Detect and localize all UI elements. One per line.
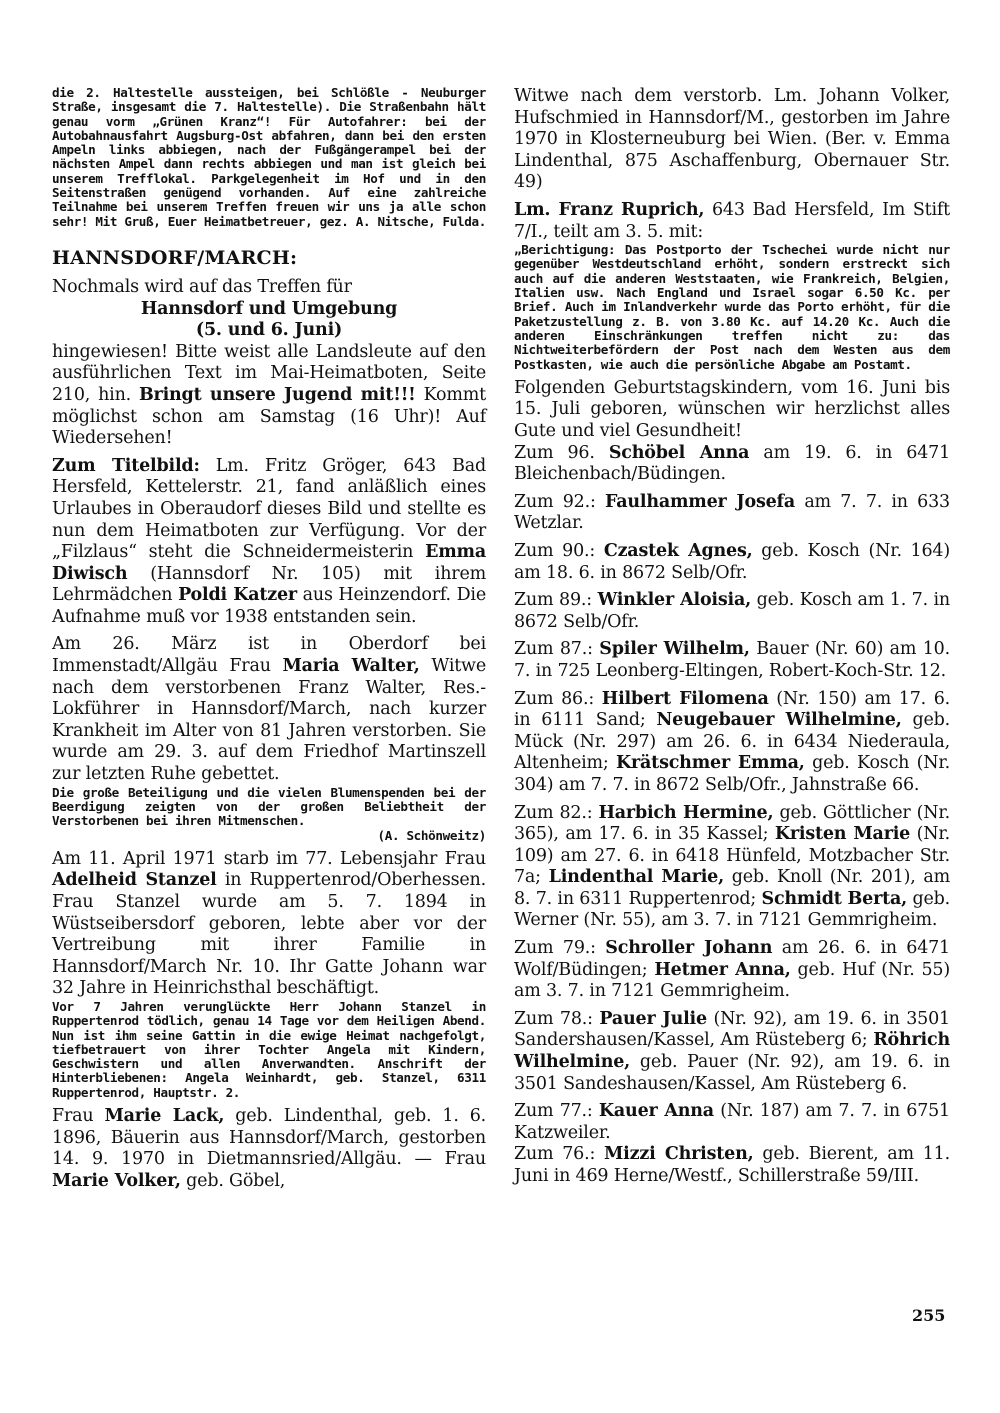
left-column bbox=[52, 86, 486, 1192]
birthday-86: Zum 86.: Hilbert Filomena (Nr. 150) am 17. 6. in 6111 Sand; Neugebauer Wilhelmine, geb. Mück (Nr. 297) am 26. 6. in 6434 Niederaula, Altenheim; Krätschmer Emma, geb. Kosch (Nr. 304) am 7. 7. in 8672 Selb/Ofr., Jahnstraße 66. bbox=[514, 688, 950, 795]
obituary-walter: Am 26. März ist in Oberdorf bei Immenstadt/Allgäu Frau Maria Walter, Witwe nach dem verstorbenen Franz Walter, Res.-Lokführer in Hannsdorf/March, nach kurzer Krankheit im Alter von 81 Jahren verstorben. Sie wurde am 29. 3. auf dem Friedhof Martinszell zur letzten Ruhe gebettet. bbox=[52, 634, 486, 785]
birthday-78: Zum 78.: Pauer Julie (Nr. 92), am 19. 6. in 3501 Sandershausen/Kassel, Am Rüsteberg 6; Röhrich Wilhelmine, geb. Pauer (Nr. 92), am 19. 6. in 3501 Sandeshausen/Kassel, Am Rüsteberg 6. bbox=[514, 1008, 950, 1094]
birthday-77: Zum 77.: Kauer Anna (Nr. 187) am 7. 7. in 6751 Katzweiler. bbox=[514, 1101, 950, 1143]
birthday-82: Zum 82.: Harbich Hermine, geb. Göttlicher (Nr. 365), am 17. 6. in 35 Kassel; Kristen Marie (Nr. 109) am 27. 6. in 6418 Hünfeld, Motzbacher Str. 7a; Lindenthal Marie, geb. Knoll (Nr. 201), am 8. 7. in 6311 Ruppertenrod; Schmidt Berta, geb. Werner (Nr. 55), am 3. 7. in 7121 Gemmrigheim. bbox=[514, 802, 950, 931]
birthday-87: Zum 87.: Spiler Wilhelm, Bauer (Nr. 60) am 10. 7. in 725 Leonberg-Eltingen, Robert-Koch-Str. 12. bbox=[514, 639, 950, 681]
directions-paragraph: die 2. Haltestelle aussteigen, bei Schlößle - Neuburger Straße, insgesamt die 7. Haltestelle). Die Straßenbahn hält genau vorm „Grünen Kranz“! Für Autofahrer: bei der Autobahnausfahrt Augsburg-Ost abfahren, dann bei den ersten Ampeln links abbiegen, nach der Fußgängerampel bei der nächsten Ampel dann rechts abbiegen und man ist gleich bei unserem Trefflokal. Parkgelegenheit im Hof und in den Seitenstraßen genügend vorhanden. Auf eine zahlreiche Teilnahme bei unserem Treffen freuen wir uns ja alle schon sehr! Mit Gruß, Euer Heimatbetreuer, gez. A. Nitsche, Fulda. bbox=[52, 85, 486, 229]
postage-correction: „Berichtigung: Das Postporto der Tschechei wurde nicht nur gegenüber Westdeutschland erhöht, sondern erstreckt sich auch auf die anderen Weststaaten, wie Frankreich, Belgien, Italien usw. Nach England und Israel sogar 6.50 Kc. per Brief. Auch im Inlandverkehr wurde das Porto erhöht, für die Paketzustellung z. B. von 3.80 Kc. auf 14.20 Kc. Auch die anderen Einschränkungen treffen nicht zu: das Nichtweiterbefördern der Post nach dem Westen aus dem Postkasten, wie auch die persönliche Abgabe am Postamt. bbox=[514, 242, 950, 372]
meeting-paragraph: hingewiesen! Bitte weist alle Landsleute auf den ausführlichen Text im Mai-Heimatboten, Seite 210, hin. Bringt unsere Jugend mit!!! Kommt möglichst schon am Samstag (16 Uhr)! Auf Wiedersehen! bbox=[52, 341, 486, 449]
birthday-79: Zum 79.: Schroller Johann am 26. 6. in 6471 Wolf/Büdingen; Hetmer Anna, geb. Huf (Nr. 55) am 3. 7. in 7121 Gemmrigheim. bbox=[514, 938, 950, 1002]
birthday-89: Zum 89.: Winkler Aloisia, geb. Kosch am 1. 7. in 8672 Selb/Ofr. bbox=[514, 590, 951, 632]
obituary-stanzel: Am 11. April 1971 starb im 77. Lebensjahr Frau Adelheid Stanzel in Ruppertenrod/Oberhessen. Frau Stanzel wurde am 5. 7. 1894 in Wüstseibersdorf geboren, lebte aber vor der Vertreibung mit ihrer Familie in Hannsdorf/March Nr. 10. Ihr Gatte Johann war 32 Jahre in Heinrichsthal beschäftigt. bbox=[52, 848, 486, 999]
birthday-96: Zum 96. Schöbel Anna am 19. 6. in 6471 Bleichenbach/Büdingen. bbox=[514, 442, 951, 485]
right-column bbox=[514, 86, 950, 1188]
section-heading: HANNSDORF/MARCH: bbox=[52, 246, 298, 269]
meeting-intro: Nochmals wird auf das Treffen für bbox=[52, 276, 352, 297]
event-title: Hannsdorf und Umgebung bbox=[140, 298, 398, 319]
event-dates: (5. und 6. Juni) bbox=[195, 320, 343, 341]
obituary-signature: (A. Schönweitz) bbox=[377, 827, 486, 843]
birthday-intro: Folgenden Geburtstagskindern, vom 16. Juni bis 15. Juli geboren, wünschen wir herzlichst alles Gute und viel Gesundheit! bbox=[514, 377, 950, 442]
ruprich-notice: Lm. Franz Ruprich, 643 Bad Hersfeld, Im Stift 7/I., teilt am 3. 5. mit: bbox=[514, 199, 950, 242]
cover-photo-paragraph: Zum Titelbild: Lm. Fritz Gröger, 643 Bad Hersfeld, Kettelerstr. 21, fand anläßlich eines Urlaubes in Oberaudorf dieses Bild und stellte es nun dem Heimatboten zur Verfügung. Vor der „Filzlaus“ steht die Schneidermeisterin Emma Diwisch (Hannsdorf Nr. 105) mit ihrem Lehrmädchen Poldi Katzer aus Heinzendorf. Die Aufnahme muß vor 1938 entstanden sein. bbox=[52, 455, 486, 627]
birthday-90: Zum 90.: Czastek Agnes, geb. Kosch (Nr. 164) am 18. 6. in 8672 Selb/Ofr. bbox=[514, 540, 950, 583]
birthday-92: Zum 92.: Faulhammer Josefa am 7. 7. in 633 Wetzlar. bbox=[514, 491, 950, 534]
obituary-walter-note: Die große Beteiligung und die vielen Blumenspenden bei der Beerdigung zeigten von der großen Beliebtheit der Verstorbenen bei ihren Mitmenschen. bbox=[52, 784, 486, 829]
obituary-stanzel-note: Vor 7 Jahren verunglückte Herr Johann Stanzel in Ruppertenrod tödlich, genau 14 Tage vor dem Heiligen Abend. Nun ist ihm seine Gattin in die ewige Heimat nachgefolgt, tiefbetrauert von ihrer Tochter Angela mit Kindern, Geschwistern und allen Anverwandten. Anschrift der Hinterbliebenen: Angela Weinhardt, geb. Stanzel, 6311 Ruppertenrod, Hauptstr. 2. bbox=[52, 998, 486, 1100]
page-number: 255 bbox=[912, 1306, 946, 1325]
obituary-lack: Frau Marie Lack, geb. Lindenthal, geb. 1. 6. 1896, Bäuerin aus Hannsdorf/March, gestorben 14. 9. 1970 in Dietmannsried/Allgäu. — Frau Marie Volker, geb. Göbel, bbox=[52, 1106, 486, 1191]
birthday-76: Zum 76.: Mizzi Christen, geb. Bierent, am 11. Juni in 469 Herne/Westf., Schillerstraße 59/III. bbox=[514, 1144, 950, 1187]
obituary-volker-cont: Witwe nach dem verstorb. Lm. Johann Volker, Hufschmied in Hannsdorf/M., gestorben im Jahre 1970 in Klosterneuburg bei Wien. (Ber. v. Emma Lindenthal, 875 Aschaffenburg, Obernauer Str. 49) bbox=[514, 86, 950, 193]
